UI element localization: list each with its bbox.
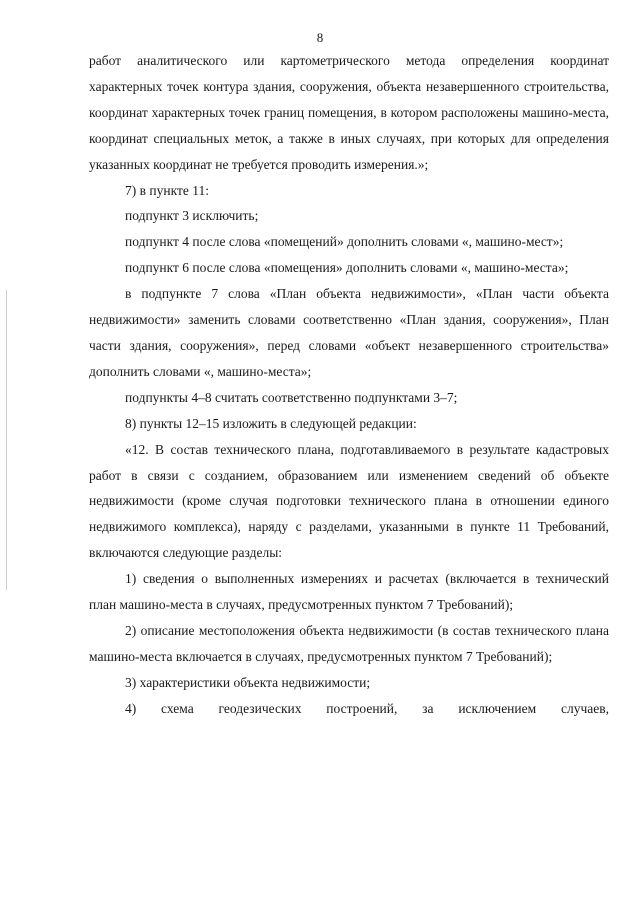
paragraph-section-3: 3) характеристики объекта недвижимости; xyxy=(125,674,371,690)
paragraph-section-1: 1) сведения о выполненных измерениях и расчетах (включается в технический план машино-места в случаях, предусмотренных пунктом 7 Требований); xyxy=(89,571,609,613)
paragraph-subitem-4: подпункт 4 после слова «помещений» дополнить словами «, машино-мест»; xyxy=(125,234,564,250)
paragraph-subitem-6: подпункт 6 после слова «помещения» дополнить словами «, машино-места»; xyxy=(125,260,569,276)
page-number: 8 xyxy=(316,30,324,45)
paragraph-subitem-7: в подпункте 7 слова «План объекта недвижимости», «План части объекта недвижимости» заменить словами соответственно «План здания, сооружения», План части здания, сооружения», перед словами «объект незавершенного строительства» дополнить словами «, машино-места»; xyxy=(89,286,609,379)
paragraph-item-7: 7) в пункте 11: xyxy=(125,182,209,198)
document-body xyxy=(89,48,609,722)
paragraph-item-8: 8) пункты 12–15 изложить в следующей редакции: xyxy=(125,415,417,431)
paragraph-section-4: 4) схема геодезических построений, за исключением случаев, xyxy=(125,700,609,716)
paragraph-continuation: работ аналитического или картометрического метода определения координат характерных точек контура здания, сооружения, объекта незавершенного строительства, координат характерных точек границ помещения, в котором расположены машино-места, координат специальных меток, а также в иных случаях, при которых для определения указанных координат не требуется проводить измерения.»; xyxy=(89,53,609,172)
paragraph-clause-12: «12. В состав технического плана, подготавливаемого в результате кадастровых работ в связи с созданием, образованием или изменением сведений об объекте недвижимости (кроме случая подготовки технического плана в отношении единого недвижимого комплекса), наряду с разделами, указанными в пункте 11 Требований, включаются следующие разделы: xyxy=(89,441,609,561)
paragraph-subitem-3: подпункт 3 исключить; xyxy=(125,208,259,224)
paragraph-section-2: 2) описание местоположения объекта недвижимости (в состав технического плана машино-места включается в случаях, предусмотренных пунктом 7 Требований); xyxy=(89,622,609,664)
scan-margin-mark xyxy=(6,290,7,590)
paragraph-subitems-renumber: подпункты 4–8 считать соответственно подпунктами 3–7; xyxy=(125,389,458,405)
